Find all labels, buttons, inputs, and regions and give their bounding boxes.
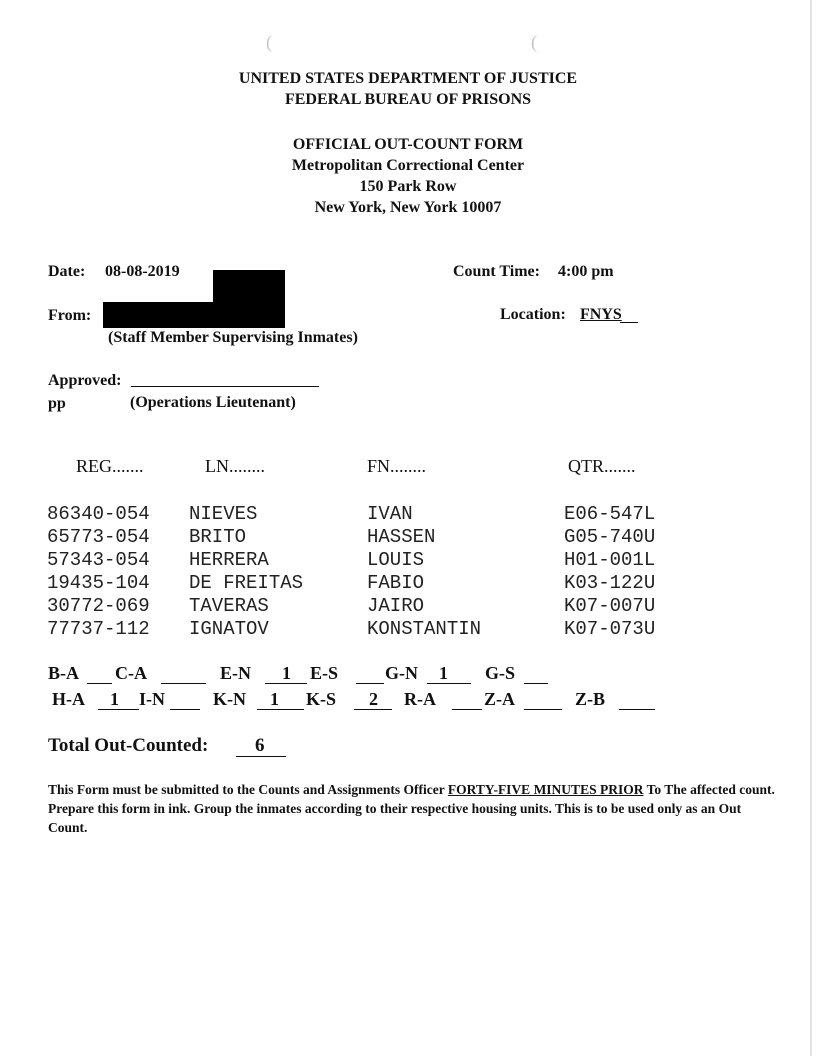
unit-count-e-n: 1: [282, 663, 291, 683]
column-header-ln: LN........: [205, 456, 265, 476]
approved-signature-line: [131, 386, 319, 387]
first-name: LOUIS: [367, 549, 425, 571]
count-time-value: 4:00 pm: [558, 263, 614, 280]
from-label: From:: [48, 307, 92, 324]
last-name: DE FREITAS: [189, 572, 304, 594]
unit-blank: [427, 683, 471, 684]
instructions-part: This Form must be submitted to the Counts and Assignments Officer: [48, 782, 448, 797]
date-value: 08-08-2019: [105, 263, 180, 280]
last-name: BRITO: [189, 526, 247, 548]
unit-blank: [170, 709, 200, 710]
instructions-emphasis: FORTY-FIVE MINUTES PRIOR: [447, 782, 644, 797]
agency-line: UNITED STATES DEPARTMENT OF JUSTICE: [238, 70, 578, 87]
quarters: K07-007U: [564, 595, 656, 617]
bureau-line: FEDERAL BUREAU OF PRISONS: [284, 91, 532, 108]
unit-label-e-s: E-S: [310, 663, 339, 683]
facility-city: New York, New York 10007: [314, 199, 502, 216]
quarters: K07-073U: [564, 618, 656, 640]
facility-name: Metropolitan Correctional Center: [291, 157, 525, 174]
unit-label-r-a: R-A: [404, 689, 436, 709]
unit-count-g-n: 1: [439, 663, 448, 683]
unit-label-z-b: Z-B: [575, 689, 606, 709]
instructions-text: [48, 780, 778, 837]
total-label: Total Out-Counted:: [48, 735, 209, 756]
unit-count-k-s: 2: [369, 689, 378, 709]
column-header-fn: FN........: [367, 456, 427, 476]
facility-street: 150 Park Row: [359, 178, 457, 195]
unit-label-c-a: C-A: [115, 663, 147, 683]
reg-number: 57343-054: [47, 549, 150, 571]
lieutenant-caption: (Operations Lieutenant): [130, 394, 296, 411]
quarters: G05-740U: [564, 526, 656, 548]
scan-mark: (: [531, 32, 537, 52]
unit-label-g-n: G-N: [385, 663, 418, 683]
unit-label-b-a: B-A: [48, 663, 79, 683]
date-label: Date:: [48, 263, 86, 280]
first-name: KONSTANTIN: [367, 618, 482, 640]
last-name: IGNATOV: [189, 618, 269, 640]
reg-number: 30772-069: [47, 595, 150, 617]
total-value: 6: [255, 735, 265, 756]
column-header-reg: REG.......: [76, 456, 144, 476]
redaction-block: [103, 302, 285, 328]
location-label: Location:: [500, 306, 566, 323]
unit-blank: [161, 683, 206, 684]
unit-count-h-a: 1: [110, 689, 119, 709]
unit-blank: [524, 683, 548, 684]
unit-label-z-a: Z-A: [484, 689, 515, 709]
location-value: FNYS: [580, 306, 622, 323]
form-title: OFFICIAL OUT-COUNT FORM: [292, 136, 524, 153]
instructions-part: To The affected count. Prepare this form in ink. Group the inmates according to their respective housing units. This is to be used only as an Out Count.: [48, 782, 775, 835]
first-name: IVAN: [367, 503, 413, 525]
reg-number: 86340-054: [47, 503, 150, 525]
unit-blank: [87, 683, 112, 684]
last-name: HERRERA: [189, 549, 269, 571]
reg-number: 65773-054: [47, 526, 150, 548]
last-name: TAVERAS: [189, 595, 269, 617]
count-time-label: Count Time:: [453, 263, 540, 280]
column-header-qtr: QTR.......: [568, 456, 636, 476]
unit-blank: [619, 709, 655, 710]
unit-blank: [524, 709, 562, 710]
first-name: HASSEN: [367, 526, 436, 548]
unit-blank: [452, 709, 482, 710]
unit-label-i-n: I-N: [139, 689, 165, 709]
location-underline: [620, 322, 638, 323]
unit-label-e-n: E-N: [220, 663, 251, 683]
unit-label-k-n: K-N: [213, 689, 246, 709]
unit-blank: [356, 683, 384, 684]
reg-number: 19435-104: [47, 572, 150, 594]
approved-label: Approved:: [48, 372, 122, 389]
scan-mark: (: [266, 32, 272, 52]
quarters: H01-001L: [564, 549, 656, 571]
last-name: NIEVES: [189, 503, 258, 525]
first-name: FABIO: [367, 572, 425, 594]
unit-count-k-n: 1: [270, 689, 279, 709]
unit-blank: [257, 709, 304, 710]
quarters: E06-547L: [564, 503, 656, 525]
unit-label-k-s: K-S: [306, 689, 337, 709]
staff-caption: (Staff Member Supervising Inmates): [108, 329, 358, 346]
quarters: K03-122U: [564, 572, 656, 594]
first-name: JAIRO: [367, 595, 425, 617]
pp-label: pp: [48, 395, 66, 412]
unit-label-g-s: G-S: [485, 663, 516, 683]
reg-number: 77737-112: [47, 618, 150, 640]
unit-label-h-a: H-A: [52, 689, 85, 709]
